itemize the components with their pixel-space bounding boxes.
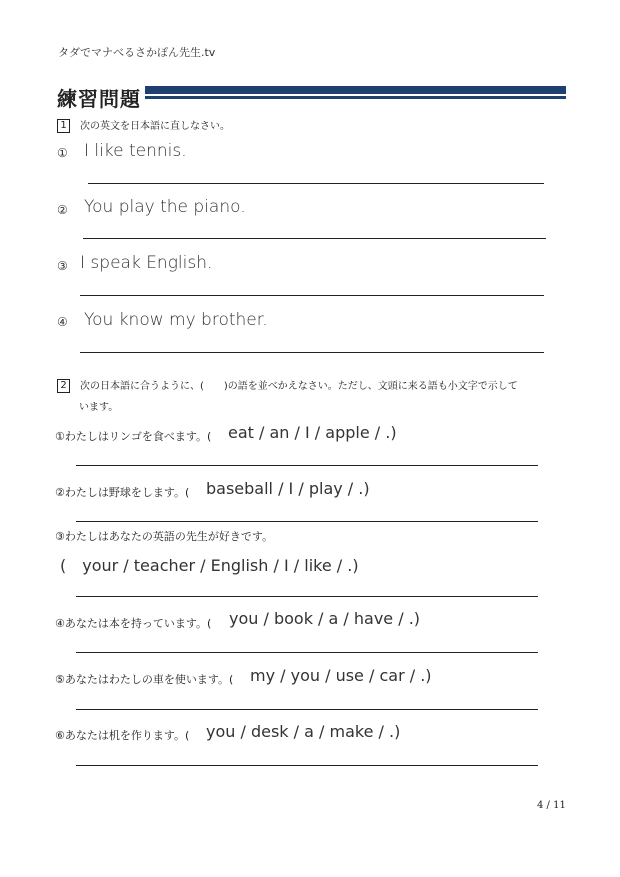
answer-line bbox=[88, 183, 544, 184]
q1-mark: ① bbox=[57, 146, 68, 160]
r1-words: eat / an / I / apple / .) bbox=[228, 423, 397, 442]
q2-sentence: You play the piano. bbox=[84, 197, 246, 217]
section1-number: 1 bbox=[57, 119, 70, 133]
page-number: 4 / 11 bbox=[537, 800, 566, 811]
answer-line bbox=[76, 596, 538, 597]
answer-line bbox=[80, 295, 544, 296]
page-title: 練習問題 bbox=[57, 87, 141, 111]
answer-line bbox=[76, 765, 538, 766]
section2-instruction-line1: 次の日本語に合うように、( )の語を並べかえなさい。ただし、文頭に来る語も小文字で示して bbox=[80, 381, 518, 392]
r4-japanese: ④あなたは本を持っています。( bbox=[55, 617, 212, 630]
r4-words: you / book / a / have / .) bbox=[229, 609, 421, 628]
r1-japanese: ①わたしはリンゴを食べます。( bbox=[55, 430, 212, 443]
q1-sentence: I like tennis. bbox=[84, 141, 187, 161]
site-name: タダでマナべるさかぽん先生.tv bbox=[58, 46, 216, 59]
r2-words: baseball / I / play / .) bbox=[206, 479, 370, 498]
title-rule-thick bbox=[145, 86, 566, 94]
r5-japanese: ⑤あなたはわたしの車を使います。( bbox=[55, 673, 234, 686]
section1-instruction: 次の英文を日本語に直しなさい。 bbox=[80, 121, 230, 132]
q4-sentence: You know my brother. bbox=[84, 310, 268, 330]
answer-line bbox=[80, 352, 544, 353]
section2-heading bbox=[57, 377, 518, 393]
answer-line bbox=[76, 521, 538, 522]
q3-sentence: I speak English. bbox=[80, 253, 213, 273]
r5-words: my / you / use / car / .) bbox=[250, 666, 432, 685]
r6-japanese: ⑥あなたは机を作ります。( bbox=[55, 729, 190, 742]
section2-instruction-line2: います。 bbox=[79, 402, 119, 413]
answer-line bbox=[83, 238, 546, 239]
q4-mark: ④ bbox=[57, 315, 68, 329]
q3-mark: ③ bbox=[57, 259, 68, 273]
q2-mark: ② bbox=[57, 203, 68, 217]
answer-line bbox=[76, 709, 538, 710]
r6-words: you / desk / a / make / .) bbox=[206, 722, 401, 741]
r3-japanese: ③わたしはあなたの英語の先生が好きです。 bbox=[55, 530, 273, 543]
answer-line bbox=[76, 465, 538, 466]
answer-line bbox=[76, 652, 538, 653]
section1-heading bbox=[57, 117, 230, 133]
r3-words: ( your / teacher / English / I / like / .) bbox=[60, 556, 359, 575]
section2-number: 2 bbox=[57, 379, 70, 393]
title-rule-thin bbox=[145, 96, 566, 99]
r2-japanese: ②わたしは野球をします。( bbox=[55, 486, 190, 499]
